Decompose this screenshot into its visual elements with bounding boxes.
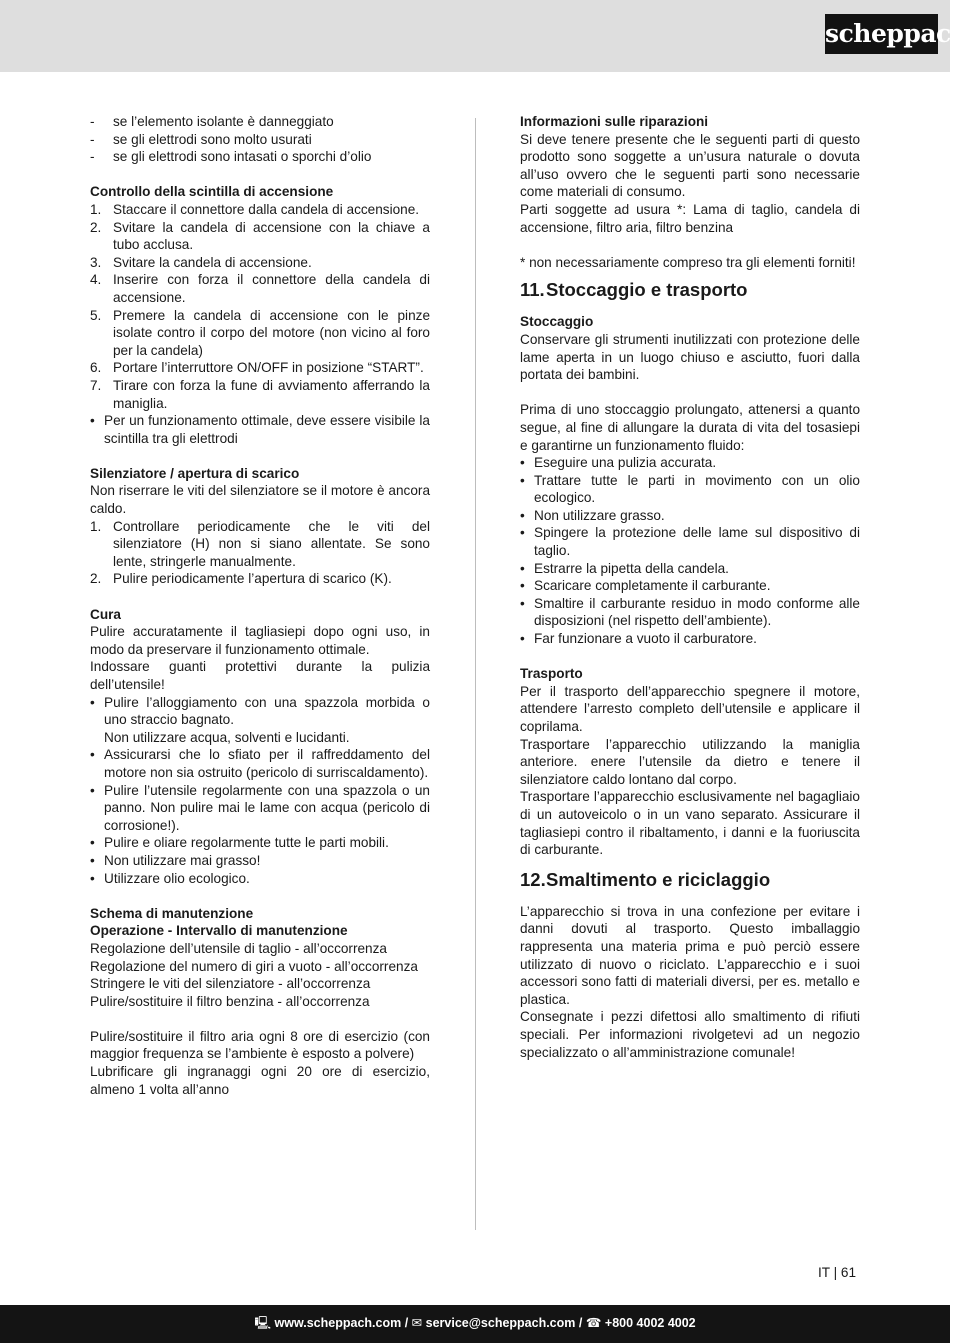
list-item: 6. Portare l’interruttore ON/OFF in posizione “START”. [90,360,424,376]
paragraph: Trasportare l’apparecchio utilizzando la maniglia anteriore. enere l’utensile da dietro e tenere il silenziatore caldo lontano dal corpo. [520,736,860,787]
intro-list [90,113,430,166]
section-heading: Controllo della scintilla di accensione [90,184,334,200]
list-item: • Non utilizzare mai grasso! [90,852,261,868]
paragraph: Per il trasporto dell’apparecchio spegnere il motore, attendere l’arresto completo dell’utensile e applicare il coprilama. [520,683,860,734]
paragraph: Parti soggette ad usura *: Lama di taglio, candela di accensione, filtro aria, filtro benzina [520,201,860,235]
list-item: • Far funzionare a vuoto il carburatore. [520,631,757,647]
section-heading: Silenziatore / apertura di scarico [90,465,300,481]
list-item: 5. Premere la candela di accensione con le pinze isolate contro il corpo del motore (non vicino al foro per la candela) [90,307,430,358]
list-item: 3. Svitare la candela di accensione. [90,254,312,270]
separator: / [578,1316,583,1330]
section-heading: Stoccaggio [520,314,594,330]
list-item: • Pulire l’alloggiamento con una spazzola morbida o uno straccio bagnato. Non utilizzare acqua, solventi e lucidanti. [90,694,430,745]
list-item: • Smaltire il carburante residuo in modo conforme alle disposizioni (nel rispetto dell’ambiente). [520,595,860,629]
paragraph: * non necessariamente compreso tra gli elementi forniti! [520,254,856,270]
list-item: • Pulire l’utensile regolarmente con una spazzola o un panno. Non pulire mai le lame con acqua (pericolo di corrosione!). [90,782,430,833]
section-subheading: Operazione - Intervallo di manutenzione [90,923,348,939]
list-item: • Non utilizzare grasso. [520,507,665,523]
page-number: IT | 61 [818,1265,857,1280]
list-item: • Trattare tutte le parti in movimento con un olio ecologico. [520,472,860,506]
paragraph: Pulire/sostituire il filtro benzina - all’occorrenza [90,993,370,1009]
website-link[interactable]: www.scheppach.com [274,1316,402,1330]
care-list [90,694,430,888]
list-item: • Utilizzare olio ecologico. [90,870,250,886]
list-item: 2. Pulire periodicamente l’apertura di scarico (K). [90,571,392,587]
paragraph: Si deve tenere presente che le seguenti parti di questo prodotto sono soggette a un’usura naturale o dovuta all’uso ovvero che le seguenti parti sono necessarie come materiali di consumo. [520,131,860,200]
list-item: • Spingere la protezione delle lame sul dispositivo di taglio. [520,525,860,559]
paragraph: Indossare guanti protettivi durante la pulizia dell’utensile! [90,659,430,692]
paragraph: Stringere le viti del silenziatore - all’occorrenza [90,976,371,992]
section-heading: Cura [90,606,121,622]
paragraph: Trasportare l’apparecchio esclusivamente nel bagagliaio di un autoveicolo o in un vano separato. Assicurare il tagliasiepi contro il ribaltamento, i danni e la fuoriuscita di carburante. [520,789,860,858]
computer-icon: 🖳 [254,1316,272,1330]
list-item: • Scaricare completamente il carburante. [520,578,771,594]
list-item: 1. Staccare il connettore dalla candela di accensione. [90,201,420,217]
spark-steps [90,201,430,447]
list-item: 2. Svitare la candela di accensione con la chiave a tubo acclusa. [90,219,430,253]
paragraph: Conservare gli strumenti inutilizzati con protezione delle lame aperta in un luogo chiuso e asciutto, fuori dalla portata dei bambini. [520,331,860,383]
list-item: • Per un funzionamento ottimale, deve essere visibile la scintilla tra gli elettrodi [90,413,430,446]
section-heading: Schema di manutenzione [90,905,254,921]
paragraph: Lubrificare gli ingranaggi ogni 20 ore di esercizio, almeno 1 volta all’anno [90,1064,430,1097]
phone-number: +800 4002 4002 [604,1316,696,1330]
list-item: • Eseguire una pulizia accurata. [520,455,717,471]
silencer-steps [90,518,430,588]
paragraph: L’apparecchio si trova in una confezione per evitare i danni dovuti al trasporto. Questo imballaggio rappresenta una materia prima e può perciò essere utilizzato di nuovo o riciclato. L’apparecchio e i suoi accessori sono fatti di materiali diversi, per es. metallo e plastica. [520,903,860,1007]
paragraph: Prima di uno stoccaggio prolungato, attenersi a quanto segue, al fine di allungare la durata di vita del tosasiepi e garantirne un funzionamento fluido: [520,402,860,453]
mail-icon: ✉ [411,1316,423,1330]
chapter-title: 11.Stoccaggio e trasporto [520,279,748,301]
list-item: 7. Tirare con forza la fune di avviamento afferrando la maniglia. [90,377,430,411]
list-item: • Pulire e oliare regolarmente tutte le parti mobili. [90,835,389,851]
email-link[interactable]: service@scheppach.com [425,1316,576,1330]
paragraph: Regolazione del numero di giri a vuoto - all’occorrenza [90,958,418,974]
list-item: 1. Controllare periodicamente che le viti del silenziatore (H) non si siano allentate. Se sono lente, stringerle manualmente. [90,518,430,569]
list-item: - se gli elettrodi sono intasati o sporchi d’olio [90,149,372,165]
storage-list [520,454,860,648]
list-item: - se gli elettrodi sono molto usurati [90,131,312,147]
chapter-title: 12.Smaltimento e riciclaggio [520,868,771,890]
phone-icon: ☎ [585,1316,602,1330]
column-divider [475,118,476,1230]
paragraph: Pulire/sostituire il filtro aria ogni 8 ore di esercizio (con maggior frequenza se l’ambiente è esposto a polvere) [90,1028,430,1062]
page-footer [0,1305,950,1343]
list-item: 4. Inserire con forza il connettore della candela di accensione. [90,272,430,305]
page-header [0,0,968,72]
list-item: - se l’elemento isolante è danneggiato [90,114,334,129]
list-item: • Estrarre la pipetta della candela. [520,560,729,576]
section-heading: Trasporto [520,666,583,682]
paragraph: Consegnate i pezzi difettosi allo smaltimento di rifiuti speciali. Per informazioni rivolgetevi ad un negozio specializzato o all’amministrazione comunale! [520,1009,860,1060]
separator: / [404,1316,409,1330]
scheppach-logo: scheppach [825,14,938,54]
paragraph: Non riserrare le viti del silenziatore se il motore è ancora caldo. [90,483,430,517]
list-item: • Assicurarsi che lo sfiato per il raffreddamento del motore non sia ostruito (pericolo di surriscaldamento). [90,747,430,780]
left-column [90,113,430,1098]
section-heading: Informazioni sulle riparazioni [520,114,709,129]
paragraph: Regolazione dell’utensile di taglio - all’occorrenza [90,940,387,956]
paragraph: Pulire accuratamente il tagliasiepi dopo ogni uso, in modo da preservare il funzionamento ottimale. [90,624,430,657]
right-column [520,113,860,1061]
